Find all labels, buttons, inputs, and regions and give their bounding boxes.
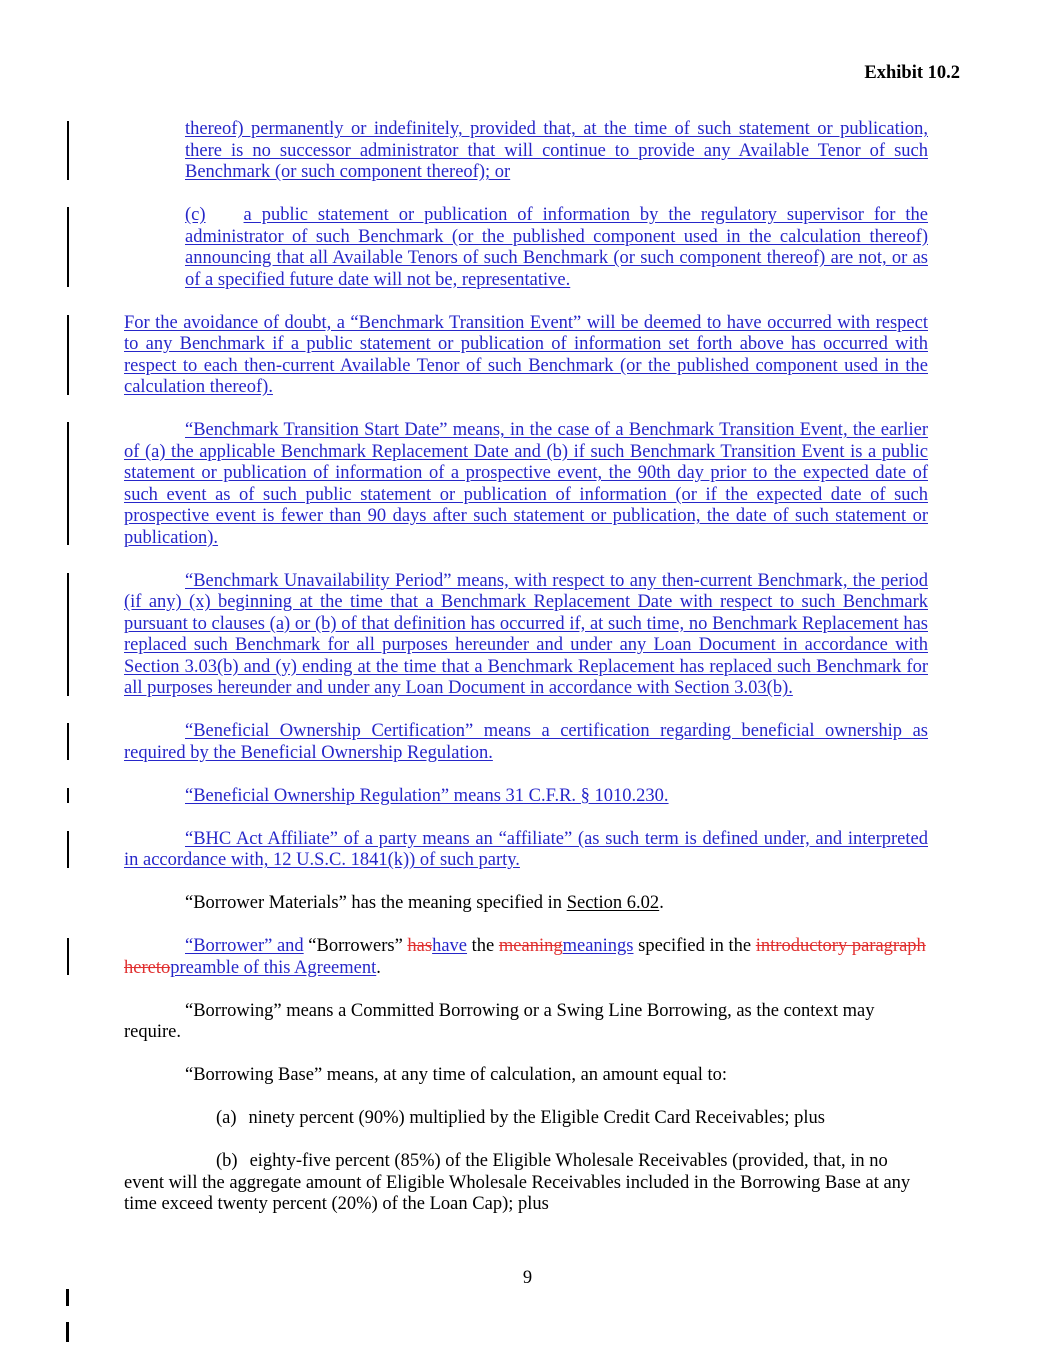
text-run: “Borrower Materials” has the meaning specified in (185, 893, 567, 913)
text-run: eighty-five percent (85%) of the Eligible Wholesale Receivables (provided, that, in no event will the aggregate amount of Eligible Wholesale Receivables included in the Borrowing Base at any time exceed twenty percent (20%) of the Loan Cap); plus (124, 1151, 911, 1214)
change-bar (67, 121, 69, 180)
text-run: (b) (216, 1151, 238, 1171)
inserted-text: “Benchmark Transition Start Date” means, in the case of a Benchmark Transition Event, the earlier of (a) the applicable Benchmark Replacement Date and (b) if such Benchmark Transition Event is a public statement or publication of information of a prospective event, the 90th day prior to the expected date of such event as of such public statement or publication of information (or if the expected date of such prospective event is fewer than 90 days after such statement or publication, the date of such statement or publication). (124, 420, 928, 548)
inserted-text: “Benchmark Unavailability Period” means, with respect to any then-current Benchmark, the period (if any) (x) beginning at the time that a Benchmark Replacement Date with respect to such Benchmark pursuant to clauses (a) or (b) of that definition has occurred if, at such time, no Benchmark Replacement has replaced such Benchmark for all purposes hereunder and under any Loan Document in accordance with Section 3.03(b) and (y) ending at the time that a Benchmark Replacement has replaced such Benchmark for all purposes hereunder and under any Loan Document in accordance with Section 3.03(b). (124, 570, 928, 698)
change-bar (67, 788, 69, 804)
text-run: the (467, 936, 499, 956)
text-run: “Borrowing” means a Committed Borrowing or a Swing Line Borrowing, as the context may require. (124, 1000, 875, 1042)
inserted-text: For the avoidance of doubt, a “Benchmark Transition Event” will be deemed to have occurred with respect to any Benchmark if a public statement or publication of information set forth above has occurred with respect to each then-current Available Tenor of such Benchmark (or the published component used in the calculation thereof). (124, 312, 928, 397)
inserted-text: (c) (185, 205, 206, 225)
paragraph (124, 1001, 928, 1044)
paragraph (185, 119, 928, 184)
page-number: 9 (522, 1268, 533, 1288)
paragraph (185, 205, 928, 291)
exhibit-label: Exhibit 10.2 (864, 63, 960, 83)
paragraph (124, 571, 928, 700)
text-run: (a) (216, 1108, 237, 1128)
deleted-text: has (407, 936, 433, 956)
paragraph (124, 1151, 928, 1216)
inserted-text: thereof) permanently or indefinitely, provided that, at the time of such statement or publication, there is no successor administrator that will continue to provide any Available Tenor of such Benchmark (or such component thereof); or (185, 119, 928, 182)
paragraph (124, 313, 928, 399)
paragraph (124, 893, 928, 915)
change-bar-stub (66, 1322, 69, 1342)
inserted-text: “Beneficial Ownership Certification” means a certification regarding beneficial ownership as required by the Beneficial Ownership Regulation. (124, 721, 928, 763)
text-run: “Borrowing Base” means, at any time of calculation, an amount equal to: (185, 1065, 727, 1085)
paragraph (124, 786, 928, 808)
inserted-text: “Beneficial Ownership Regulation” means 31 C.F.R. § 1010.230. (185, 785, 669, 806)
change-bar (67, 315, 69, 395)
change-bar (67, 207, 69, 287)
change-bar (67, 723, 69, 760)
deleted-text: meaning (498, 936, 563, 956)
text-run: “Borrowers” (303, 936, 408, 956)
paragraph (124, 829, 928, 872)
document-body (124, 119, 928, 1237)
paragraph (124, 1108, 928, 1130)
change-bar (67, 831, 69, 868)
inserted-text: “BHC Act Affiliate” of a party means an “affiliate” (as such term is defined under, and interpreted in accordance with, 12 U.S.C. 1841(k)) of such party. (124, 828, 928, 870)
inserted-text: “Borrower” and (185, 936, 304, 956)
paragraph (124, 721, 928, 764)
paragraph (124, 420, 928, 549)
inserted-text: preamble of this Agreement (170, 957, 377, 978)
text-run: . (659, 893, 664, 913)
inserted-text: have (432, 936, 468, 956)
inserted-text: a public statement or publication of information by the regulatory supervisor for the administrator of such Benchmark (or the published component used in the calculation thereof) announcing that all Available Tenors of such Benchmark (or such component thereof) are not, or as of a specified future date will not be, representative. (185, 205, 928, 290)
inserted-text: meanings (562, 936, 634, 956)
change-bar (67, 573, 69, 696)
text-run: specified in the (633, 936, 756, 956)
text-run: . (376, 957, 381, 978)
change-bar (67, 938, 69, 975)
paragraph (124, 936, 928, 979)
change-bar-stub (66, 1289, 69, 1306)
paragraph (124, 1065, 928, 1087)
deleted-text: introductory paragraph hereto (124, 936, 926, 978)
change-bar (67, 422, 69, 545)
text-run: ninety percent (90%) multiplied by the Eligible Credit Card Receivables; plus (248, 1108, 825, 1128)
section-reference: Section 6.02 (566, 893, 660, 913)
